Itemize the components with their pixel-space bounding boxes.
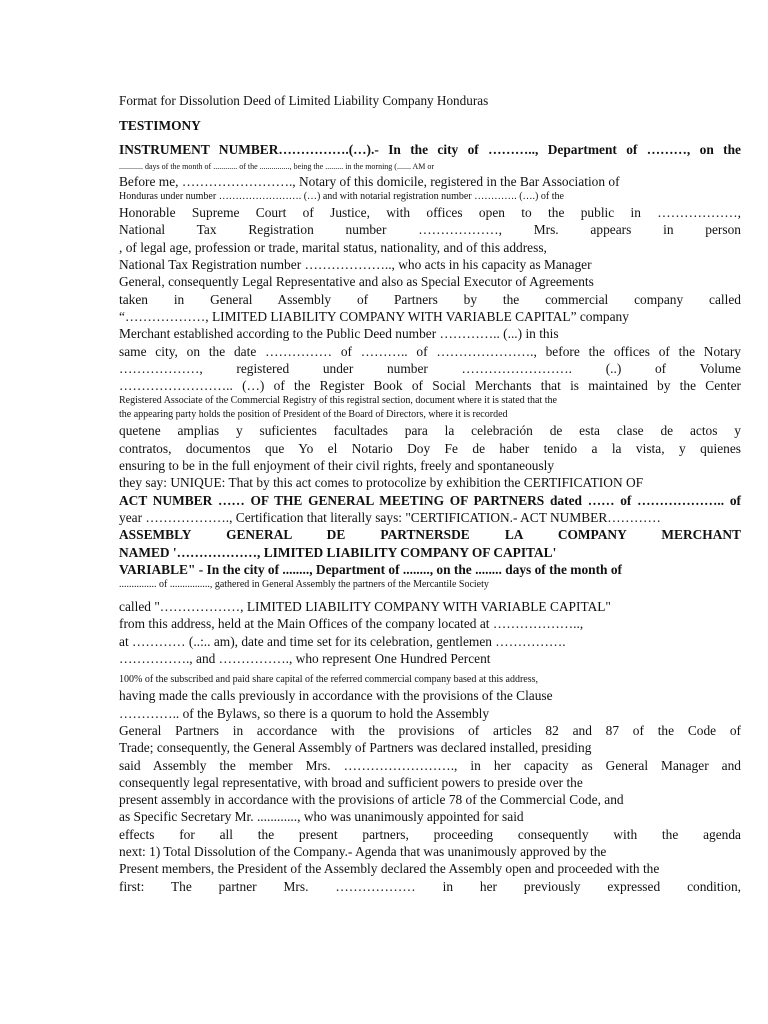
text-line: …………………….. (…) of the Register Book of Social Merchants that is maintained by the Center — [119, 378, 741, 394]
text-line: National Tax Registration number ………………, Mrs. appears in person — [119, 222, 741, 238]
text-line: Trade; consequently, the General Assembly of Partners was declared installed, presiding — [119, 740, 592, 756]
text-line: , of legal age, profession or trade, marital status, nationality, and of this address, — [119, 239, 547, 255]
text-line: ………………, registered under number ……………………. (..) of Volume — [119, 360, 741, 376]
text-line: quetene amplias y suficientes facultades para la celebración de esta clase de actos y — [119, 423, 741, 439]
text-line: General, consequently Legal Representative and also as Special Executor of Agreements — [119, 274, 594, 290]
text-line: Before me, ……………………., Notary of this domicile, registered in the Bar Association of — [119, 173, 620, 189]
text-line: ……………., and ……………., who represent One Hundred Percent — [119, 651, 491, 667]
text-line: said Assembly the member Mrs. ……………………., in her capacity as General Manager and — [119, 757, 741, 773]
text-line: Registered Associate of the Commercial Registry of this registral section, document where it is stated that the — [119, 395, 557, 407]
text-line: from this address, held at the Main Offices of the company located at ……………….., — [119, 616, 584, 632]
section-heading: TESTIMONY — [119, 118, 201, 134]
text-line: first: The partner Mrs. ……………… in her previously expressed condition, — [119, 878, 741, 894]
document-title: Format for Dissolution Deed of Limited Liability Company Honduras — [119, 93, 489, 108]
text-line: effects for all the present partners, proceeding consequently with the agenda — [119, 826, 741, 842]
text-line: taken in General Assembly of Partners by the commercial company called — [119, 291, 741, 307]
text-line: at ………… (..:.. am), date and time set for its celebration, gentlemen ……………. — [119, 633, 566, 649]
text-line: NAMED '………………, LIMITED LIABILITY COMPANY OF CAPITAL' — [119, 544, 557, 560]
text-line: Honorable Supreme Court of Justice, with offices open to the public in ………………, — [119, 205, 741, 221]
document-body — [119, 141, 741, 895]
text-line: year ………………., Certification that literally says: "CERTIFICATION.- ACT NUMBER………… — [119, 509, 661, 525]
text-line: INSTRUMENT NUMBER…………….(…).- In the city of ……….., Department of ………, on the — [119, 141, 741, 157]
text-line: VARIABLE" - In the city of ........, Department of ........, on the ........ days of the month of — [119, 561, 623, 577]
text-line: ensuring to be in the full enjoyment of their civil rights, freely and spontaneously — [119, 458, 555, 474]
text-line: present assembly in accordance with the provisions of article 78 of the Commercial Code, and — [119, 792, 624, 808]
text-line: National Tax Registration number ……………….., who acts in his capacity as Manager — [119, 257, 592, 273]
text-line: ............... of ................, gathered in General Assembly the partners of the Mercantile Society — [119, 579, 489, 591]
text-line: General Partners in accordance with the provisions of articles 82 and 87 of the Code of — [119, 722, 741, 738]
text-line: “………………, LIMITED LIABILITY COMPANY WITH VARIABLE CAPITAL” company — [119, 308, 629, 324]
text-line: ASSEMBLY GENERAL DE PARTNERSDE LA COMPANY MERCHANT — [119, 527, 741, 543]
text-line: as Specific Secretary Mr. ............, who was unanimously appointed for said — [119, 809, 524, 825]
text-line: contratos, documentos que Yo el Notario Doy Fe de haber tenido a la vista, y quienes — [119, 440, 741, 456]
text-line: Present members, the President of the Assembly declared the Assembly open and proceeded with the — [119, 861, 660, 877]
text-line: Merchant established according to the Public Deed number ………….. (...) in this — [119, 326, 559, 342]
text-line: they say: UNIQUE: That by this act comes to protocolize by exhibition the CERTIFICATION OF — [119, 475, 644, 491]
text-line: having made the calls previously in accordance with the provisions of the Clause — [119, 688, 553, 704]
text-line: ............ days of the month of ............ of the ..............., being the ......... in the morning (....... AM or — [119, 161, 435, 171]
text-line: Honduras under number ……………………. (…) and with notarial registration number …………. (….) of the — [119, 191, 564, 203]
text-line: ACT NUMBER …… OF THE GENERAL MEETING OF PARTNERS dated …… of ……………….. of — [119, 492, 741, 508]
text-line: 100% of the subscribed and paid share capital of the referred commercial company based at this address, — [119, 674, 539, 686]
text-line: consequently legal representative, with broad and sufficient powers to preside over the — [119, 774, 583, 790]
text-line: same city, on the date …………… of ……….. of …………………., before the offices of the Notary — [119, 343, 741, 359]
document-page — [119, 92, 741, 895]
text-line: called "………………, LIMITED LIABILITY COMPANY WITH VARIABLE CAPITAL" — [119, 599, 611, 615]
text-line: ………….. of the Bylaws, so there is a quorum to hold the Assembly — [119, 705, 490, 721]
text-line: the appearing party holds the position of President of the Board of Directors, where it is recorded — [119, 409, 508, 421]
text-line: next: 1) Total Dissolution of the Company.- Agenda that was unanimously approved by the — [119, 843, 607, 859]
